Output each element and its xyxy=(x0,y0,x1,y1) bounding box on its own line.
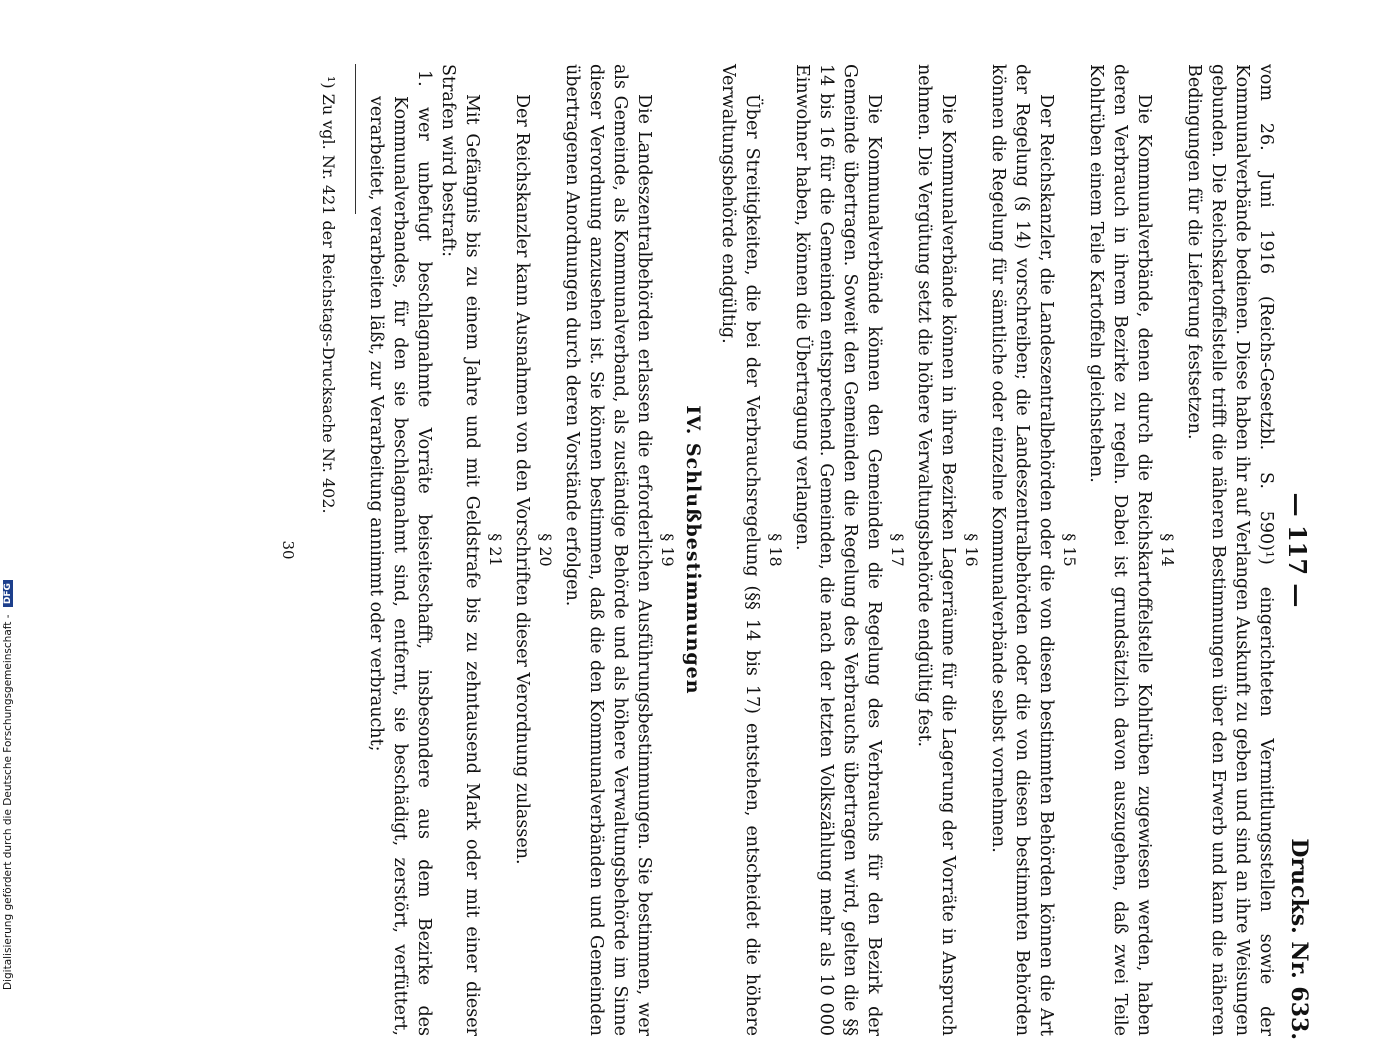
footnote: ¹) Zu vgl. Nr. 421 der Reichstags-Drucksache Nr. 402. xyxy=(319,76,338,514)
intro-paragraph: vom 26. Juni 1916 (Reichs-Gesetzbl. S. 590)¹) eingerichteten Vermittlungsstellen sowie der Kommunalverbände bedienen. Diese haben ihr auf Verlangen Auskunft zu geben und sind an ihre Weisungen gebunden. Die Reichskartoffelstelle trifft die näheren Bestimmungen über den Erwerb und kann die näheren Bedingungen für die Lieferung festsetzen. xyxy=(1184,64,1276,1036)
page-footer-number: 30 xyxy=(279,540,297,560)
list-item: 1. wer unbefugt beschlagnahmte Vorräte beiseiteschafft, insbesondere aus dem Bezirke des Kommunalverbandes, für den sie beschlagnahmt sind, entfernt, sie beschädigt, zerstört, verfüttert, verarbeitet, verarbeiten läßt, zur Verarbeitung annimmt oder verbraucht; xyxy=(366,70,434,1036)
paragraph-20: Der Reichskanzler kann Ausnahmen von den Vorschriften dieser Verordnung zulassen. xyxy=(512,94,532,865)
section-heading-16: § 16 xyxy=(962,533,981,567)
footnote-divider xyxy=(355,64,356,214)
paragraph-15: Der Reichskanzler, die Landeszentralbehörden oder die von diesen bestimmten Behörden können die Art der Regelung (§ 14) vorschreiben; die Landeszentralbehörden oder die von diesen bestimmten Behörden können die Regelung für sämtliche oder einzelne Kommunalverbände selbst vornehmen. xyxy=(988,64,1056,1036)
section-heading-19: § 19 xyxy=(658,533,677,567)
dfg-logo: DFG xyxy=(3,580,13,607)
section-heading-21: § 21 xyxy=(486,533,505,567)
section-heading-15: § 15 xyxy=(1060,533,1079,567)
section-heading-18: § 18 xyxy=(766,533,785,567)
paragraph-14: Die Kommunalverbände, denen durch die Reichskartoffelstelle Kohlrüben zugewiesen werden, haben deren Verbrauch in ihrem Bezirke zu regeln. Dabei ist grundsätzlich davon auszugehen, daß zwei Teile Kohlrüben einem Teile Kartoffeln gleichstehen. xyxy=(1086,64,1154,1036)
paragraph-16: Die Kommunalverbände können in ihren Bezirken Lagerräume für die Lagerung der Vorräte in Anspruch nehmen. Die Vergütung setzt die höhere Verwaltungsbehörde endgültig fest. xyxy=(914,64,958,1036)
document-page xyxy=(200,40,1320,1060)
page-number: — 117 — xyxy=(1283,492,1312,608)
paragraph-19: Die Landeszentralbehörden erlassen die erforderlichen Ausführungsbestimmungen. Sie bestimmen, wer als Gemeinde, als Kommunalverband, als zuständige Behörde und als höhere Verwaltungsbehörde im Sinne dieser Verordnung anzusehen ist. Sie können bestimmen, daß die den Kommunalverbänden und Gemeinden übertragenen Anordnungen durch deren Vorstände erfolgen. xyxy=(562,64,654,1036)
digitization-credit xyxy=(2,583,20,990)
chapter-title: IV. Schlußbestimmungen xyxy=(682,405,704,695)
section-heading-17: § 17 xyxy=(888,533,907,567)
credit-text: Digitalisierung gefördert durch die Deutsche Forschungsgemeinschaft - xyxy=(2,614,14,990)
section-heading-14: § 14 xyxy=(1158,533,1177,567)
paragraph-21: Mit Gefängnis bis zu einem Jahre und mit Geldstrafe bis zu zehntausend Mark oder mit einer dieser Strafen wird bestraft: xyxy=(438,64,482,1036)
paragraph-17: Die Kommunalverbände können den Gemeinden die Regelung des Verbrauchs für den Bezirk der Gemeinde übertragen. Soweit den Gemeinden die Regelung des Verbrauchs übertragen wird, gelten die §§ 14 bis 16 für die Gemeinden entsprechend. Gemeinden, die nach der letzten Volkszählung mehr als 10 000 Einwohner haben, können die Übertragung verlangen. xyxy=(792,64,884,1036)
section-heading-20: § 20 xyxy=(536,533,555,567)
paragraph-18: Über Streitigkeiten, die bei der Verbrauchsregelung (§§ 14 bis 17) entstehen, entscheidet die höhere Verwaltungsbehörde endgültig. xyxy=(718,64,762,1036)
drucksache-number: Drucks. Nr. 633. xyxy=(1286,838,1312,1040)
page-header xyxy=(1278,40,1312,1060)
